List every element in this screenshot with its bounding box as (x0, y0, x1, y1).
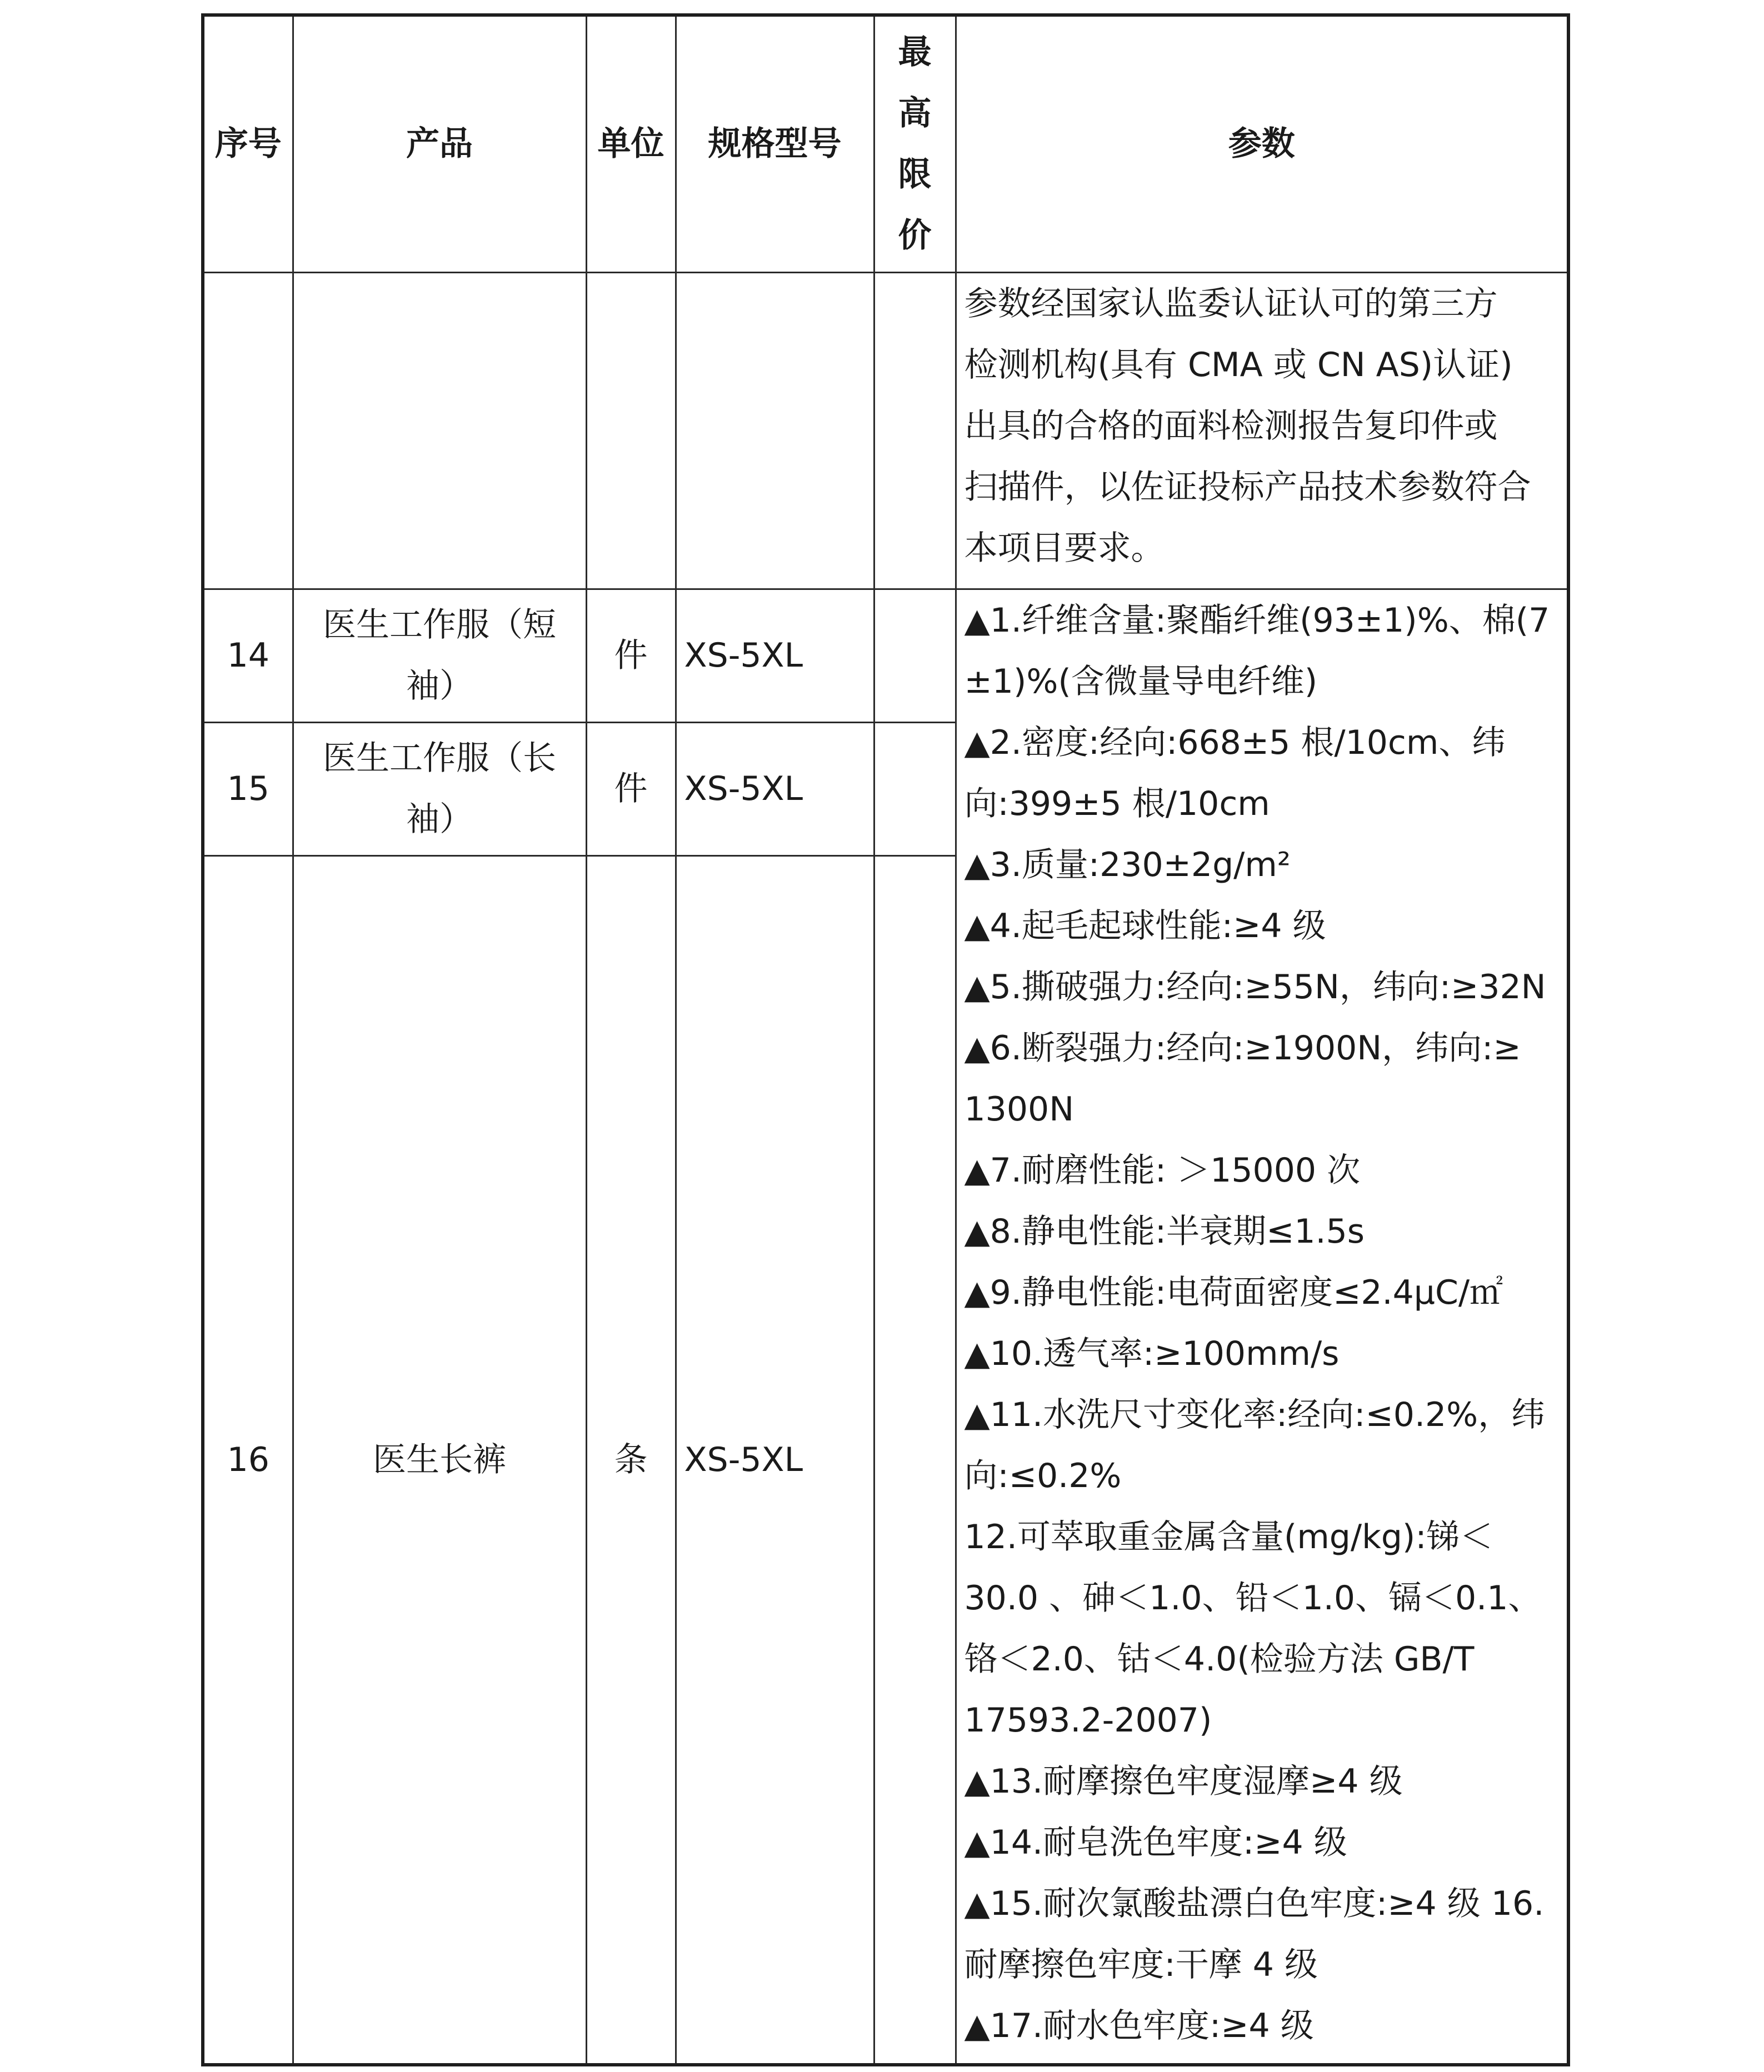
param-line: 铬＜2.0、钴＜4.0(检验方法 GB/T (964, 1639, 1475, 1679)
param-line: ±1)%(含微量导电纤维) (964, 662, 1318, 701)
param-line: ▲4.起毛起球性能:≥4 级 (964, 906, 1326, 945)
product-line: 袖） (406, 800, 473, 839)
continuation-params (956, 272, 1568, 589)
param-line: ▲5.撕破强力:经向:≥55N，纬向:≥32N (964, 967, 1546, 1007)
shared-params (956, 589, 1568, 2065)
header-row (203, 15, 1568, 272)
param-line: 本项目要求。 (964, 528, 1165, 568)
param-line: 出具的合格的面料检测报告复印件或 (964, 406, 1498, 446)
param-line: ▲3.质量:230±2g/m² (964, 845, 1291, 884)
empty-cell (874, 272, 956, 589)
spec-table (201, 13, 1570, 2066)
table-row (203, 589, 1568, 722)
row-max-price (874, 722, 956, 855)
param-line: ▲13.耐摩擦色牢度湿摩≥4 级 (964, 1761, 1403, 1801)
param-line: 检测机构(具有 CMA 或 CN AS)认证) (964, 345, 1513, 384)
row-product (293, 589, 586, 722)
continuation-row (203, 272, 1568, 589)
header-params: 参数 (956, 15, 1568, 272)
row-unit: 条 (586, 855, 676, 2065)
row-index: 14 (203, 589, 293, 722)
row-index: 15 (203, 722, 293, 855)
product-line: 医生工作服（长 (323, 739, 556, 778)
row-product (293, 855, 586, 2065)
param-line: 耐摩擦色牢度:干摩 4 级 (964, 1945, 1318, 1984)
empty-cell (676, 272, 874, 589)
param-line: ▲6.断裂强力:经向:≥1900N，纬向:≥ (964, 1028, 1521, 1068)
param-line: 向:≤0.2% (964, 1456, 1122, 1495)
row-unit: 件 (586, 722, 676, 855)
param-line: ▲11.水洗尺寸变化率:经向:≤0.2%，纬 (964, 1395, 1545, 1434)
row-model: XS-5XL (676, 855, 874, 2065)
row-model: XS-5XL (676, 722, 874, 855)
empty-cell (586, 272, 676, 589)
param-line: 12.可萃取重金属含量(mg/kg):锑＜ (964, 1517, 1493, 1556)
param-line: 参数经国家认监委认证认可的第三方 (964, 284, 1498, 323)
param-line: 1300N (964, 1089, 1075, 1129)
header-product: 产品 (293, 15, 586, 272)
row-product (293, 722, 586, 855)
product-line: 医生长裤 (373, 1440, 506, 1479)
header-unit: 单位 (586, 15, 676, 272)
param-line: 扫描件，以佐证投标产品技术参数符合 (964, 467, 1531, 507)
param-line: ▲8.静电性能:半衰期≤1.5s (964, 1212, 1365, 1251)
header-max-price (874, 15, 956, 272)
param-line: ▲10.透气率:≥100mm/s (964, 1334, 1340, 1373)
empty-cell (203, 272, 293, 589)
row-model: XS-5XL (676, 589, 874, 722)
header-index: 序号 (203, 15, 293, 272)
empty-cell (293, 272, 586, 589)
param-line: 17593.2-2007) (964, 1700, 1212, 1740)
param-line: 30.0 、砷＜1.0、铅＜1.0、镉＜0.1、 (964, 1578, 1542, 1618)
header-max-price-char: 最 (898, 33, 932, 72)
header-max-price-char: 价 (898, 216, 932, 256)
product-line: 医生工作服（短 (323, 605, 556, 644)
param-line: ▲1.纤维含量:聚酯纤维(93±1)%、棉(7 (964, 600, 1550, 640)
param-line: ▲2.密度:经向:668±5 根/10cm、纬 (964, 723, 1506, 762)
param-line: ▲15.耐次氯酸盐漂白色牢度:≥4 级 16. (964, 1884, 1545, 1923)
row-max-price (874, 589, 956, 722)
param-line: 向:399±5 根/10cm (964, 784, 1270, 823)
header-max-price-char: 限 (898, 155, 932, 194)
param-line: ▲9.静电性能:电荷面密度≤2.4μC/㎡ (964, 1273, 1503, 1312)
param-line: ▲17.耐水色牢度:≥4 级 (964, 2006, 1314, 2045)
param-line: ▲14.耐皂洗色牢度:≥4 级 (964, 1823, 1347, 1862)
row-index: 16 (203, 855, 293, 2065)
param-line: ▲7.耐磨性能: ＞15000 次 (964, 1150, 1361, 1190)
row-max-price (874, 855, 956, 2065)
product-line: 袖） (406, 667, 473, 705)
row-unit: 件 (586, 589, 676, 722)
header-max-price-char: 高 (898, 94, 932, 133)
header-model: 规格型号 (676, 15, 874, 272)
